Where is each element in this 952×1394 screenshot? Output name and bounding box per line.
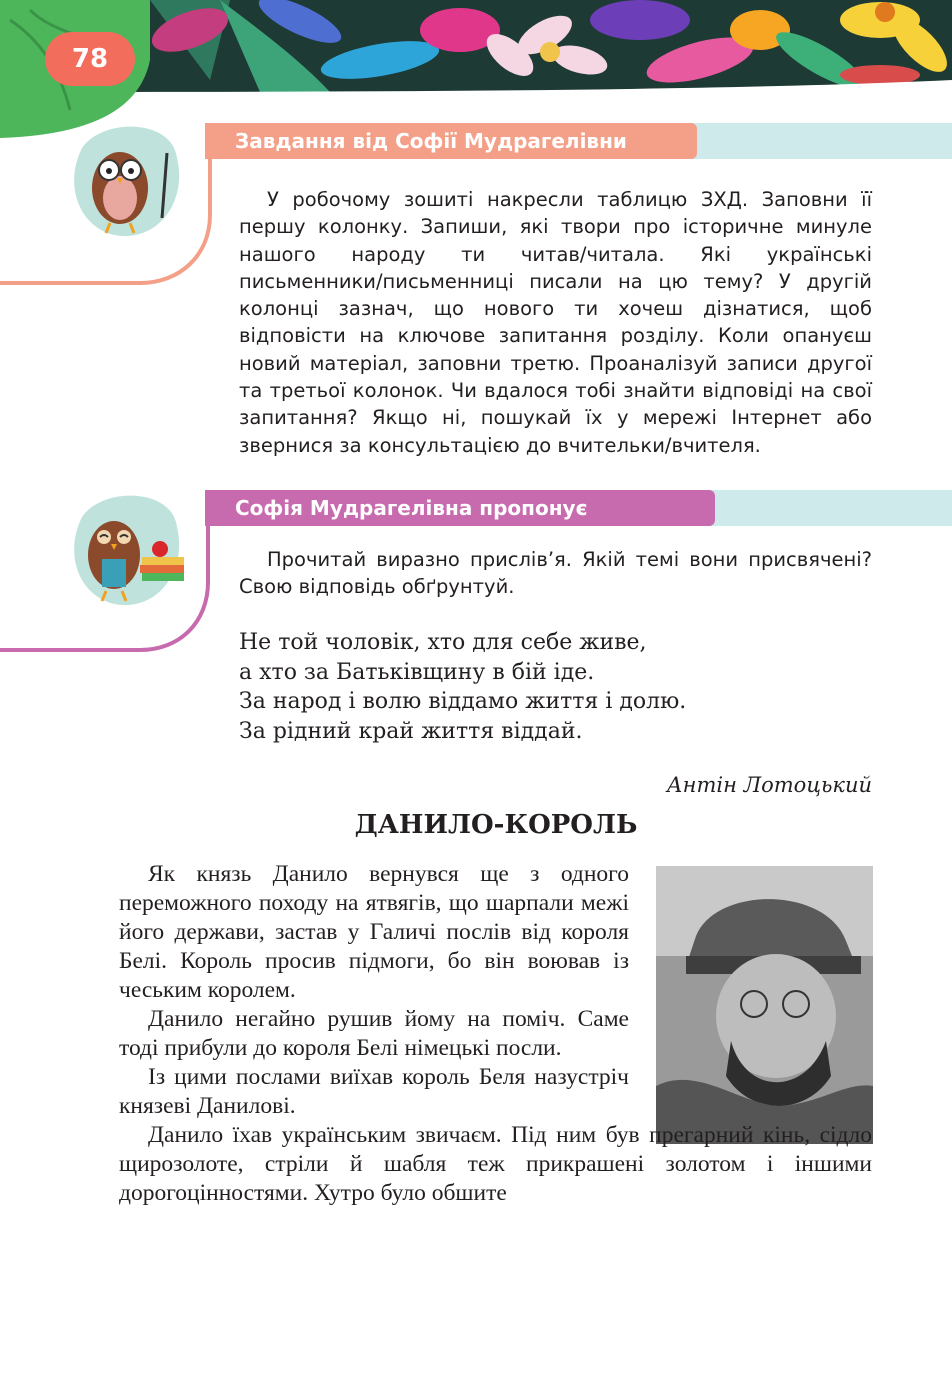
- task-header: Завдання від Софії Мудрагелівни: [205, 123, 697, 159]
- proverbs-block: [239, 628, 686, 746]
- story-author: Антін Лотоцький: [666, 773, 872, 797]
- story-paragraph: Із цими послами виїхав король Беля назустріч князеві Данилові.: [119, 1064, 629, 1119]
- story-paragraph: Як князь Данило вернувся ще з одного переможного походу на ятвягів, що шарпали межі його держави, застав у Галичі послів від короля Белі. Король просив підмоги, бо він воював із чеським королем.: [119, 861, 629, 1003]
- offer-text: Прочитай виразно прислів’я. Якій темі вони присвячені? Свою відповідь обґрунтуй.: [239, 548, 872, 599]
- story-paragraph: Данило негайно рушив йому на поміч. Саме тоді прибули до короля Белі німецькі посли.: [119, 1006, 629, 1061]
- offer-header: Софія Мудрагелівна пропонує: [205, 490, 715, 526]
- proverb-line: Не той чоловік, хто для себе живе,: [239, 630, 647, 655]
- task-frame-curve: [0, 125, 215, 290]
- proverb-line: За рідний край життя віддай.: [239, 718, 583, 744]
- proverb-line: За народ і волю віддамо життя і долю.: [239, 689, 687, 714]
- offer-frame-curve: [0, 492, 215, 657]
- task-text: У робочому зошиті накресли таблицю ЗХД. Заповни її першу колонку. Запиши, які твори про історичне минуле нашого народу ти читав/читала. Які українські письменники/письменниці писали на цю тему? У другій колонці зазнач, що нового ти хочеш дізнатися, щоб відповісти на ключове запитання розділу. Коли опануєш новий матеріал, заповни третю. Проаналізуй записи другої та третьої колонок. Чи вдалося тобі знайти відповіді на свої запитання? Якщо ні, пошукай їх у мережі Інтернет або звернися за консультацією до вчительки/вчителя.: [239, 188, 872, 457]
- task-header-strip: [690, 123, 952, 159]
- story-title: ДАНИЛО-КОРОЛЬ: [354, 810, 638, 840]
- task-instructions: [239, 186, 872, 459]
- page-number: 78: [45, 32, 135, 86]
- proverb-line: а хто за Батьківщину в бій іде.: [239, 659, 595, 685]
- story-text: [119, 860, 872, 1208]
- offer-header-strip: [705, 490, 952, 526]
- story-paragraph: Данило їхав українським звичаєм. Під ним був прегарний кінь, сідло щирозолоте, стріли й шабля теж прикрашені золотом і іншими дорогоцінностями. Хутро було обшите: [119, 1122, 872, 1206]
- offer-instructions: [239, 546, 872, 601]
